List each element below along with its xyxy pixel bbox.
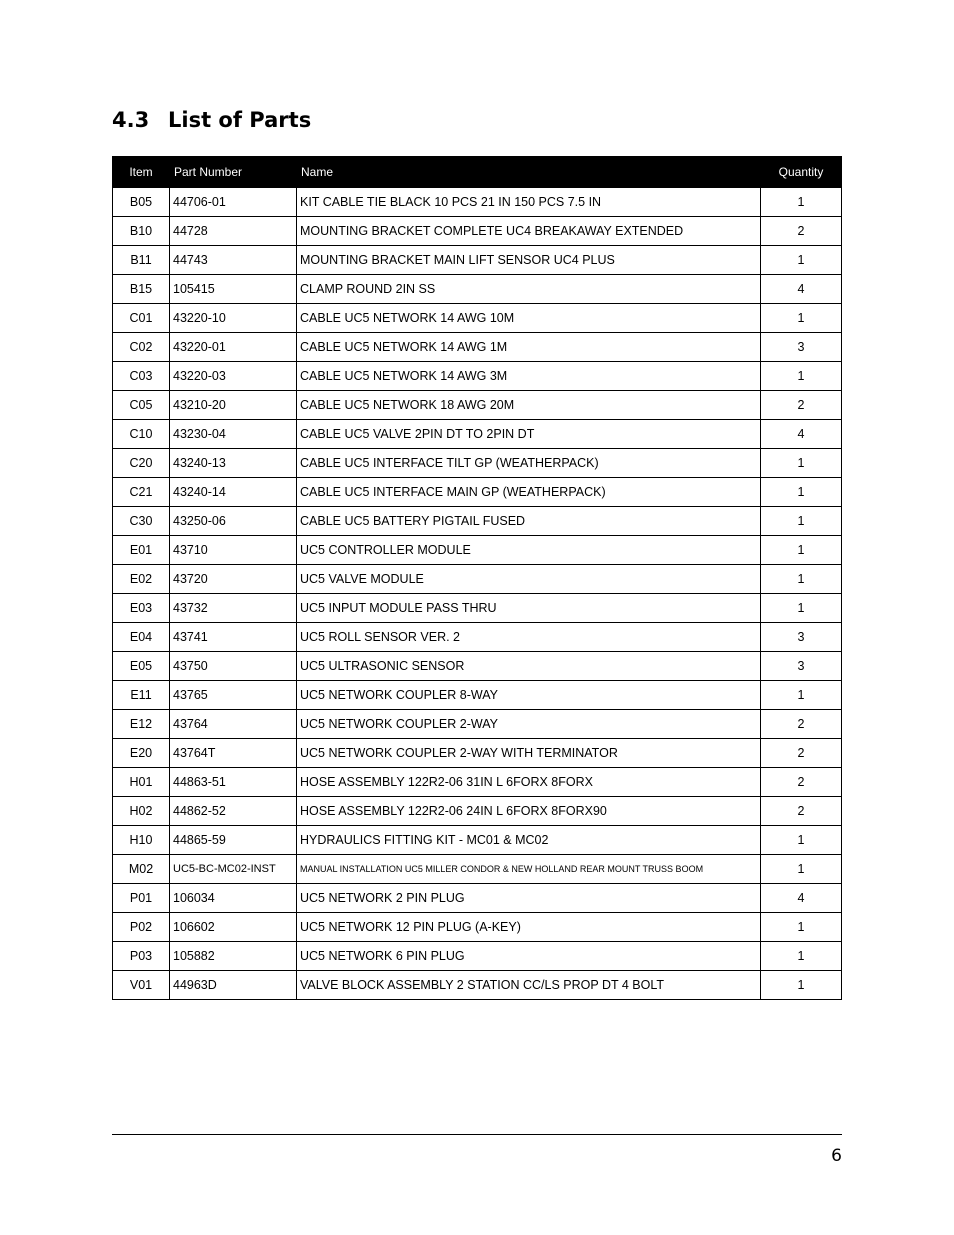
cell-name: CABLE UC5 NETWORK 14 AWG 1M: [297, 333, 761, 362]
cell-part-number: 43220-03: [170, 362, 297, 391]
section-number: 4.3: [112, 108, 150, 132]
table-row: [113, 536, 842, 565]
cell-part-number: 43240-13: [170, 449, 297, 478]
cell-quantity: 1: [761, 304, 842, 333]
table-row: [113, 681, 842, 710]
cell-name: HOSE ASSEMBLY 122R2-06 24IN L 6FORX 8FORX90: [297, 797, 761, 826]
cell-name: UC5 NETWORK 12 PIN PLUG (A-KEY): [297, 913, 761, 942]
table-row: [113, 652, 842, 681]
header-part-number: Part Number: [170, 157, 297, 188]
cell-part-number: 43210-20: [170, 391, 297, 420]
cell-item: E11: [113, 681, 170, 710]
cell-name: MANUAL INSTALLATION UC5 MILLER CONDOR & NEW HOLLAND REAR MOUNT TRUSS BOOM: [297, 855, 761, 884]
cell-part-number: 43220-10: [170, 304, 297, 333]
cell-name: CABLE UC5 NETWORK 14 AWG 10M: [297, 304, 761, 333]
cell-quantity: 1: [761, 855, 842, 884]
table-row: [113, 333, 842, 362]
table-header-row: [113, 157, 842, 188]
cell-item: E12: [113, 710, 170, 739]
header-name: Name: [297, 157, 761, 188]
footer-rule: [112, 1134, 842, 1135]
cell-item: C21: [113, 478, 170, 507]
cell-item: B10: [113, 217, 170, 246]
cell-item: H01: [113, 768, 170, 797]
cell-item: C20: [113, 449, 170, 478]
table-row: [113, 594, 842, 623]
page-number: 6: [831, 1146, 842, 1166]
cell-part-number: 43732: [170, 594, 297, 623]
table-row: [113, 710, 842, 739]
cell-part-number: 43750: [170, 652, 297, 681]
table-row: [113, 623, 842, 652]
table-row: [113, 304, 842, 333]
cell-name: CABLE UC5 NETWORK 18 AWG 20M: [297, 391, 761, 420]
cell-quantity: 1: [761, 507, 842, 536]
table-row: [113, 739, 842, 768]
table-row: [113, 362, 842, 391]
cell-item: P02: [113, 913, 170, 942]
cell-name: UC5 CONTROLLER MODULE: [297, 536, 761, 565]
cell-quantity: 1: [761, 449, 842, 478]
cell-part-number: 44865-59: [170, 826, 297, 855]
cell-quantity: 3: [761, 623, 842, 652]
cell-quantity: 2: [761, 739, 842, 768]
cell-name: UC5 VALVE MODULE: [297, 565, 761, 594]
cell-name: KIT CABLE TIE BLACK 10 PCS 21 IN 150 PCS 7.5 IN: [297, 188, 761, 217]
cell-quantity: 1: [761, 594, 842, 623]
cell-item: C30: [113, 507, 170, 536]
table-row: [113, 797, 842, 826]
cell-quantity: 1: [761, 681, 842, 710]
table-row: [113, 188, 842, 217]
table-row: [113, 246, 842, 275]
cell-name: UC5 NETWORK COUPLER 2-WAY: [297, 710, 761, 739]
cell-quantity: 1: [761, 565, 842, 594]
cell-item: C02: [113, 333, 170, 362]
cell-name: HYDRAULICS FITTING KIT - MC01 & MC02: [297, 826, 761, 855]
cell-name: CLAMP ROUND 2IN SS: [297, 275, 761, 304]
cell-name: MOUNTING BRACKET MAIN LIFT SENSOR UC4 PLUS: [297, 246, 761, 275]
cell-part-number: 44743: [170, 246, 297, 275]
cell-quantity: 1: [761, 478, 842, 507]
cell-item: V01: [113, 971, 170, 1000]
table-row: [113, 971, 842, 1000]
table-row: [113, 391, 842, 420]
table-row: [113, 478, 842, 507]
cell-part-number: 44863-51: [170, 768, 297, 797]
cell-quantity: 1: [761, 536, 842, 565]
cell-part-number: 43710: [170, 536, 297, 565]
cell-name: CABLE UC5 BATTERY PIGTAIL FUSED: [297, 507, 761, 536]
cell-quantity: 1: [761, 942, 842, 971]
cell-part-number: 44963D: [170, 971, 297, 1000]
cell-item: E02: [113, 565, 170, 594]
cell-quantity: 3: [761, 333, 842, 362]
cell-part-number: 106034: [170, 884, 297, 913]
cell-name: UC5 NETWORK 2 PIN PLUG: [297, 884, 761, 913]
header-item: Item: [113, 157, 170, 188]
cell-quantity: 1: [761, 826, 842, 855]
section-heading: [112, 108, 311, 132]
table-row: [113, 217, 842, 246]
cell-quantity: 1: [761, 971, 842, 1000]
table-row: [113, 768, 842, 797]
cell-name: CABLE UC5 INTERFACE TILT GP (WEATHERPACK): [297, 449, 761, 478]
cell-name: UC5 ULTRASONIC SENSOR: [297, 652, 761, 681]
cell-quantity: 1: [761, 246, 842, 275]
cell-item: P03: [113, 942, 170, 971]
table-row: [113, 449, 842, 478]
cell-item: P01: [113, 884, 170, 913]
cell-item: B15: [113, 275, 170, 304]
cell-item: E01: [113, 536, 170, 565]
cell-quantity: 2: [761, 217, 842, 246]
table-row: [113, 275, 842, 304]
cell-name: MOUNTING BRACKET COMPLETE UC4 BREAKAWAY EXTENDED: [297, 217, 761, 246]
cell-part-number: 43765: [170, 681, 297, 710]
cell-part-number: 44728: [170, 217, 297, 246]
cell-name: CABLE UC5 NETWORK 14 AWG 3M: [297, 362, 761, 391]
cell-quantity: 2: [761, 768, 842, 797]
cell-item: H10: [113, 826, 170, 855]
cell-part-number: 43240-14: [170, 478, 297, 507]
cell-quantity: 2: [761, 710, 842, 739]
cell-item: B05: [113, 188, 170, 217]
cell-item: E03: [113, 594, 170, 623]
cell-item: M02: [113, 855, 170, 884]
header-quantity: Quantity: [761, 157, 842, 188]
cell-part-number: 44862-52: [170, 797, 297, 826]
cell-item: E04: [113, 623, 170, 652]
cell-item: B11: [113, 246, 170, 275]
cell-name: HOSE ASSEMBLY 122R2-06 31IN L 6FORX 8FORX: [297, 768, 761, 797]
cell-item: C03: [113, 362, 170, 391]
cell-quantity: 3: [761, 652, 842, 681]
table-row: [113, 855, 842, 884]
cell-part-number: 106602: [170, 913, 297, 942]
table-row: [113, 826, 842, 855]
cell-part-number: 43764T: [170, 739, 297, 768]
cell-name: CABLE UC5 VALVE 2PIN DT TO 2PIN DT: [297, 420, 761, 449]
table-row: [113, 942, 842, 971]
table-row: [113, 913, 842, 942]
cell-quantity: 1: [761, 188, 842, 217]
cell-part-number: 43250-06: [170, 507, 297, 536]
cell-part-number: 43220-01: [170, 333, 297, 362]
cell-name: VALVE BLOCK ASSEMBLY 2 STATION CC/LS PROP DT 4 BOLT: [297, 971, 761, 1000]
cell-part-number: UC5-BC-MC02-INST: [170, 855, 297, 884]
cell-item: E20: [113, 739, 170, 768]
cell-part-number: 105882: [170, 942, 297, 971]
cell-name: UC5 ROLL SENSOR VER. 2: [297, 623, 761, 652]
cell-item: H02: [113, 797, 170, 826]
cell-quantity: 2: [761, 391, 842, 420]
cell-part-number: 43720: [170, 565, 297, 594]
cell-quantity: 4: [761, 420, 842, 449]
cell-quantity: 4: [761, 275, 842, 304]
cell-part-number: 43764: [170, 710, 297, 739]
parts-table-body: [113, 188, 842, 1000]
cell-item: C10: [113, 420, 170, 449]
cell-name: UC5 NETWORK COUPLER 8-WAY: [297, 681, 761, 710]
table-row: [113, 507, 842, 536]
cell-part-number: 43230-04: [170, 420, 297, 449]
cell-quantity: 4: [761, 884, 842, 913]
cell-quantity: 1: [761, 362, 842, 391]
cell-quantity: 2: [761, 797, 842, 826]
cell-part-number: 105415: [170, 275, 297, 304]
parts-table: [112, 156, 842, 1000]
cell-item: E05: [113, 652, 170, 681]
cell-item: C05: [113, 391, 170, 420]
section-title: List of Parts: [168, 108, 312, 132]
table-row: [113, 420, 842, 449]
cell-part-number: 44706-01: [170, 188, 297, 217]
table-row: [113, 884, 842, 913]
table-row: [113, 565, 842, 594]
cell-part-number: 43741: [170, 623, 297, 652]
cell-quantity: 1: [761, 913, 842, 942]
cell-name: UC5 NETWORK 6 PIN PLUG: [297, 942, 761, 971]
cell-name: UC5 NETWORK COUPLER 2-WAY WITH TERMINATOR: [297, 739, 761, 768]
cell-name: UC5 INPUT MODULE PASS THRU: [297, 594, 761, 623]
cell-name: CABLE UC5 INTERFACE MAIN GP (WEATHERPACK): [297, 478, 761, 507]
cell-item: C01: [113, 304, 170, 333]
